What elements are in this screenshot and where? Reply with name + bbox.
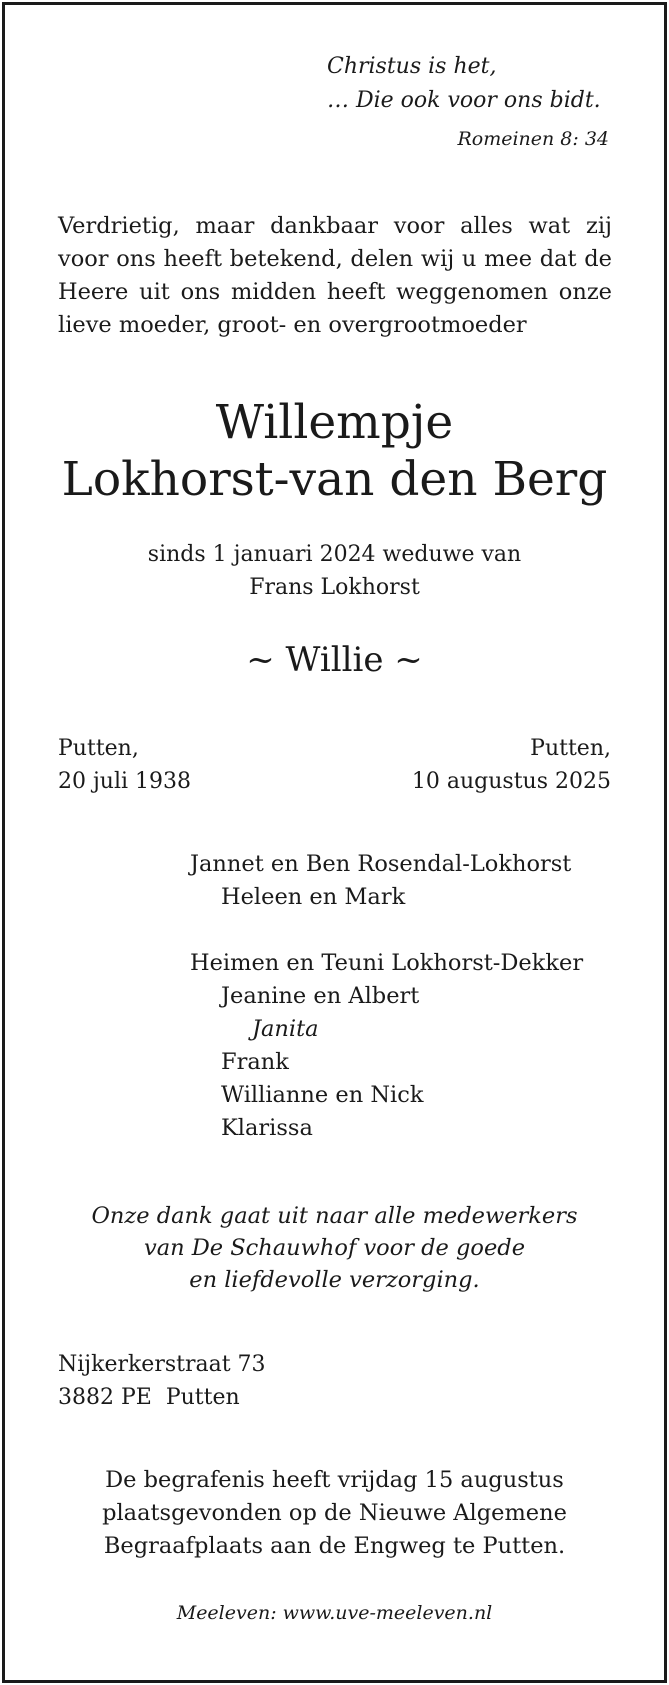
deceased-first-name: Willempje <box>215 395 454 450</box>
address-postal-city: 3882 PE Putten <box>58 1385 240 1410</box>
death-place: Putten, <box>530 736 611 761</box>
death-date: 10 augustus 2025 <box>411 769 611 794</box>
deceased-full-name: Lokhorst-van den Berg <box>61 452 608 507</box>
birth-place: Putten, <box>58 736 139 761</box>
family-member: Frank <box>221 1049 289 1075</box>
family-member: Jeanine en Albert <box>221 983 420 1009</box>
thanks-line-1: Onze dank gaat uit naar alle medewerkers <box>91 1203 578 1229</box>
bible-verse <box>327 50 601 118</box>
family-member: Willianne en Nick <box>221 1082 424 1108</box>
verse-reference: Romeinen 8: 34 <box>457 128 609 150</box>
birth-date: 20 juli 1938 <box>58 769 192 794</box>
address-street: Nijkerkerstraat 73 <box>58 1352 266 1377</box>
family-member: Heimen en Teuni Lokhorst-Dekker <box>190 950 584 976</box>
thanks-line-2: van De Schauwhof voor de goede <box>143 1235 526 1261</box>
funeral-line-1: De begrafenis heeft vrijdag 15 augustus <box>105 1467 564 1493</box>
family-member: Heleen en Mark <box>221 884 406 910</box>
funeral-line-2: plaatsgevonden op de Nieuwe Algemene <box>102 1500 567 1526</box>
widow-line: sinds 1 januari 2024 weduwe van <box>147 542 522 567</box>
verse-line-2: … Die ook voor ons bidt. <box>327 88 601 113</box>
verse-line-1: Christus is het, <box>327 54 497 79</box>
spouse-name: Frans Lokhorst <box>249 575 420 600</box>
family-member: Jannet en Ben Rosendal-Lokhorst <box>190 851 572 877</box>
family-member: Janita <box>252 1016 319 1042</box>
intro-text: Verdrietig, maar dankbaar voor alles wat zij voor ons heeft betekend, delen wij u mee dat de Heere uit ons midden heeft weggenomen onze lieve moeder, groot- en overgrootmoeder <box>58 213 612 338</box>
nickname: ~ Willie ~ <box>246 640 423 680</box>
funeral-line-3: Begraafplaats aan de Engweg te Putten. <box>103 1533 566 1559</box>
family-member: Klarissa <box>221 1115 313 1141</box>
thanks-line-3: en liefdevolle verzorging. <box>189 1267 480 1293</box>
condolence-website: Meeleven: www.uve-meeleven.nl <box>176 1602 493 1624</box>
